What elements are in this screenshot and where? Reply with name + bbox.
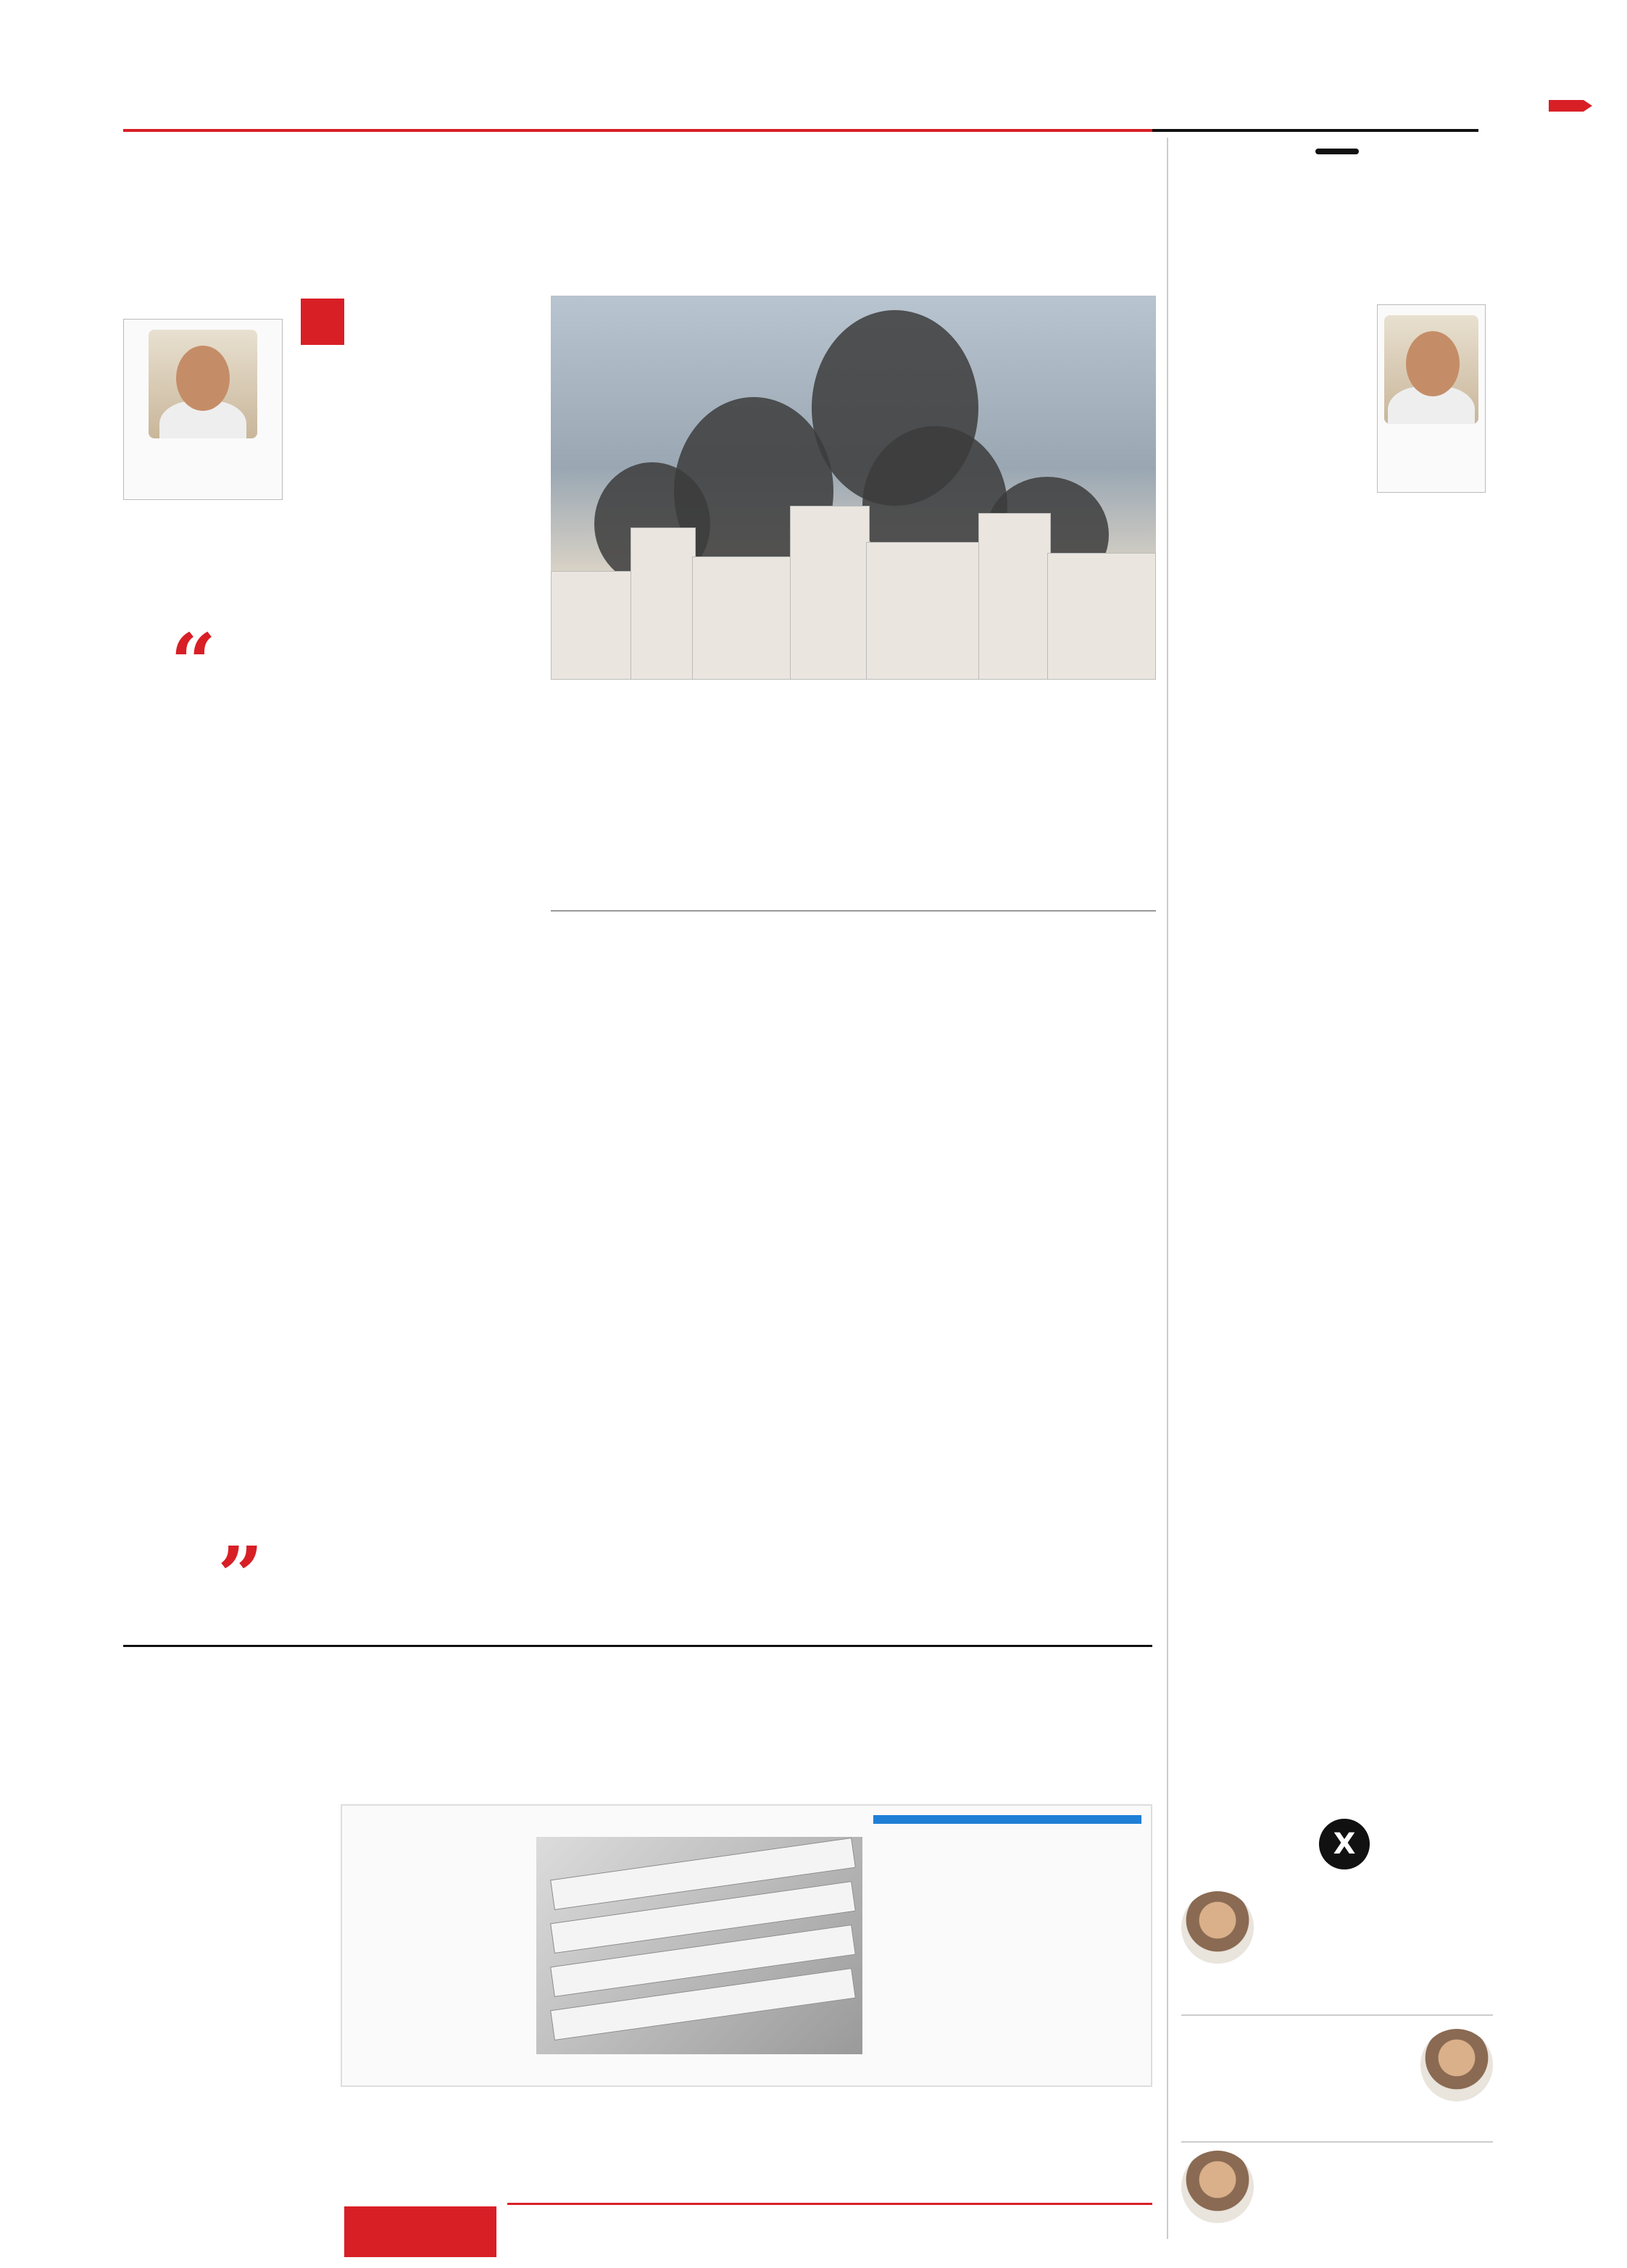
- lead-column-4a: [931, 681, 1156, 888]
- tweet-divider: [1181, 2141, 1493, 2143]
- avatar: [1181, 2151, 1254, 2223]
- knowledge-intro: [123, 1793, 341, 2199]
- lead-column-1: [301, 296, 540, 1614]
- lead-dropcap: [301, 299, 344, 345]
- lead-column-3: [757, 919, 960, 1600]
- evm-types-title: [873, 1815, 1141, 1824]
- tweet-divider: [1181, 2014, 1493, 2016]
- vyang-column-1: [1181, 293, 1366, 1732]
- knowledge-dropcap: [123, 1796, 167, 1838]
- x-logo-icon: X: [1319, 1819, 1370, 1869]
- vyang-tag: [1315, 149, 1359, 154]
- caption-divider: [551, 910, 1156, 912]
- lead-column-2: [551, 919, 746, 1600]
- box1-text: [348, 1840, 529, 2080]
- vyang-author-photo: [1384, 315, 1478, 424]
- first-use-text: [507, 2203, 1152, 2261]
- quote-mark-close-icon: ”: [217, 1529, 264, 1622]
- quote-mark-icon: “: [170, 616, 217, 709]
- pen-icon: [1549, 100, 1592, 112]
- first-use-badge: [344, 2206, 496, 2257]
- author-photo: [149, 330, 257, 438]
- avatar: [1181, 1891, 1254, 1964]
- top-rule-right: [1152, 129, 1478, 132]
- top-rule: [123, 129, 1152, 132]
- author-box: [123, 319, 283, 500]
- evm-photo: [536, 1837, 862, 2054]
- column-separator: [1167, 138, 1168, 2239]
- vyang-author-box: [1377, 304, 1486, 493]
- evm-caption: [536, 2058, 862, 2188]
- vyang-column-2: [1377, 504, 1486, 1732]
- section-rule: [123, 1645, 1152, 1647]
- vyang-dropcap: [1181, 296, 1222, 343]
- tweet-kejriwal: [1181, 2029, 1493, 2145]
- tweet-sadhguru: [1181, 2151, 1493, 2259]
- tweet-modi: [1181, 1891, 1493, 2007]
- lead-column-4: [971, 919, 1156, 1596]
- evm-types-text: [877, 1855, 1145, 2196]
- avatar: [1420, 2029, 1493, 2101]
- gaza-smoke-photo: [551, 296, 1156, 680]
